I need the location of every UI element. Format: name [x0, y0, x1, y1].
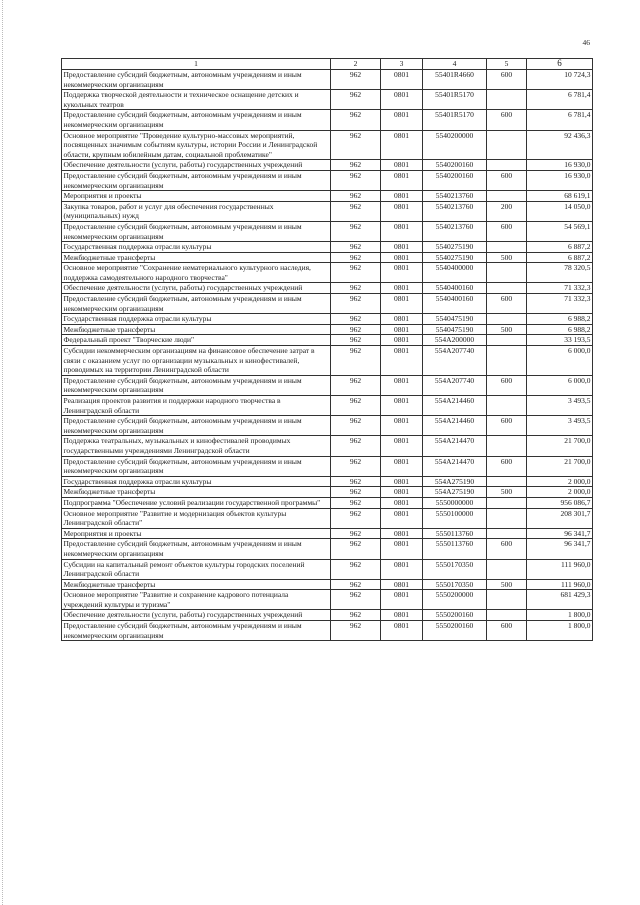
table-row [62, 324, 593, 335]
scan-edge [2, 0, 4, 905]
row-expense-type [487, 497, 527, 508]
row-amount: 2 000,0 [527, 476, 593, 487]
row-ministry-code: 962 [331, 160, 381, 171]
row-expense-type [487, 242, 527, 253]
row-amount: 2 000,0 [527, 487, 593, 498]
table-row [62, 221, 593, 241]
row-expense-type [487, 528, 527, 539]
row-target-article: 5540475190 [423, 314, 487, 325]
row-name: Реализация проектов развития и поддержки народного творчества в Ленинградской области [62, 396, 331, 416]
row-expense-type: 600 [487, 456, 527, 476]
row-amount: 71 332,3 [527, 283, 593, 294]
row-name: Поддержка театральных, музыкальных и кинофестивалей проводимых государственными учреждениями Ленинградской области [62, 436, 331, 456]
row-ministry-code: 962 [331, 335, 381, 346]
row-target-article: 554A200000 [423, 335, 487, 346]
header-col-2: 2 [331, 59, 381, 70]
row-amount: 21 700,0 [527, 436, 593, 456]
row-ministry-code: 962 [331, 90, 381, 110]
row-ministry-code: 962 [331, 610, 381, 621]
row-ministry-code: 962 [331, 559, 381, 579]
row-amount: 6 000,0 [527, 346, 593, 376]
table-row [62, 539, 593, 559]
table-row [62, 528, 593, 539]
row-amount: 3 493,5 [527, 396, 593, 416]
table-row [62, 283, 593, 294]
row-target-article: 554A207740 [423, 375, 487, 395]
row-name: Предоставление субсидий бюджетным, автономным учреждениям и иным некоммерческим организациям [62, 621, 331, 641]
row-amount: 1 800,0 [527, 610, 593, 621]
row-section-code: 0801 [381, 263, 423, 283]
row-ministry-code: 962 [331, 621, 381, 641]
row-name: Предоставление субсидий бюджетным, автономным учреждениям и иным некоммерческим организациям [62, 170, 331, 190]
row-section-code: 0801 [381, 416, 423, 436]
row-target-article: 5550200160 [423, 610, 487, 621]
row-target-article: 554A214460 [423, 416, 487, 436]
row-name: Федеральный проект "Творческие люди" [62, 335, 331, 346]
row-amount: 6 000,0 [527, 375, 593, 395]
row-section-code: 0801 [381, 610, 423, 621]
row-section-code: 0801 [381, 456, 423, 476]
row-ministry-code: 962 [331, 416, 381, 436]
row-target-article: 5550113760 [423, 528, 487, 539]
row-section-code: 0801 [381, 170, 423, 190]
row-section-code: 0801 [381, 539, 423, 559]
row-amount: 68 619,1 [527, 191, 593, 202]
row-name: Закупка товаров, работ и услуг для обеспечения государственных (муниципальных) нужд [62, 201, 331, 221]
row-target-article: 554A214470 [423, 456, 487, 476]
row-expense-type: 600 [487, 539, 527, 559]
row-name: Предоставление субсидий бюджетным, автономным учреждениям и иным некоммерческим организациям [62, 294, 331, 314]
table-row [62, 436, 593, 456]
row-amount: 208 301,7 [527, 508, 593, 528]
row-name: Государственная поддержка отрасли культуры [62, 476, 331, 487]
row-expense-type: 500 [487, 324, 527, 335]
table-row [62, 487, 593, 498]
row-amount: 16 930,0 [527, 160, 593, 171]
table-row [62, 559, 593, 579]
row-expense-type [487, 559, 527, 579]
row-ministry-code: 962 [331, 590, 381, 610]
row-amount: 6 887,2 [527, 242, 593, 253]
row-target-article: 554A214470 [423, 436, 487, 456]
table-row [62, 263, 593, 283]
row-ministry-code: 962 [331, 487, 381, 498]
row-expense-type [487, 396, 527, 416]
header-col-5: 5 [487, 59, 527, 70]
row-section-code: 0801 [381, 559, 423, 579]
row-target-article: 5540275190 [423, 252, 487, 263]
row-amount: 92 436,3 [527, 130, 593, 160]
table-row [62, 314, 593, 325]
row-ministry-code: 962 [331, 375, 381, 395]
row-amount: 21 700,0 [527, 456, 593, 476]
row-section-code: 0801 [381, 621, 423, 641]
row-name: Межбюджетные трансферты [62, 324, 331, 335]
row-target-article: 554A275190 [423, 476, 487, 487]
row-target-article: 5540213760 [423, 221, 487, 241]
table-row [62, 396, 593, 416]
row-amount: 3 493,5 [527, 416, 593, 436]
budget-table [61, 58, 593, 641]
row-target-article: 5550000000 [423, 497, 487, 508]
row-name: Основное мероприятие "Развитие и модернизация объектов культуры Ленинградской области" [62, 508, 331, 528]
header-col-1: 1 [62, 59, 331, 70]
row-name: Предоставление субсидий бюджетным, автономным учреждениям и иным некоммерческим организациям [62, 539, 331, 559]
row-target-article: 5550200000 [423, 590, 487, 610]
row-ministry-code: 962 [331, 436, 381, 456]
row-section-code: 0801 [381, 70, 423, 90]
row-amount: 6 988,2 [527, 314, 593, 325]
row-amount: 14 050,0 [527, 201, 593, 221]
row-amount: 96 341,7 [527, 539, 593, 559]
row-amount: 10 724,3 [527, 70, 593, 90]
row-ministry-code: 962 [331, 579, 381, 590]
row-expense-type: 500 [487, 252, 527, 263]
table-row [62, 476, 593, 487]
row-name: Субсидии на капитальный ремонт объектов культуры городских поселений Ленинградской области [62, 559, 331, 579]
row-amount: 33 193,5 [527, 335, 593, 346]
row-section-code: 0801 [381, 528, 423, 539]
table-row [62, 170, 593, 190]
table-row [62, 70, 593, 90]
row-ministry-code: 962 [331, 191, 381, 202]
row-section-code: 0801 [381, 314, 423, 325]
row-amount: 96 341,7 [527, 528, 593, 539]
table-row [62, 579, 593, 590]
row-expense-type: 600 [487, 375, 527, 395]
row-expense-type: 600 [487, 416, 527, 436]
row-target-article: 5540200160 [423, 160, 487, 171]
table-body [62, 70, 593, 641]
row-name: Государственная поддержка отрасли культуры [62, 314, 331, 325]
row-amount: 54 569,1 [527, 221, 593, 241]
table-row [62, 90, 593, 110]
row-expense-type: 600 [487, 294, 527, 314]
row-expense-type [487, 346, 527, 376]
row-target-article: 5550113760 [423, 539, 487, 559]
row-section-code: 0801 [381, 375, 423, 395]
row-amount: 1 800,0 [527, 621, 593, 641]
table-row [62, 621, 593, 641]
row-expense-type: 600 [487, 70, 527, 90]
row-expense-type [487, 436, 527, 456]
row-name: Основное мероприятие "Развитие и сохранение кадрового потенциала учреждений культуры и туризма" [62, 590, 331, 610]
row-ministry-code: 962 [331, 70, 381, 90]
row-expense-type: 600 [487, 110, 527, 130]
table-row [62, 375, 593, 395]
table-row [62, 508, 593, 528]
row-name: Обеспечение деятельности (услуги, работы) государственных учреждений [62, 283, 331, 294]
row-ministry-code: 962 [331, 263, 381, 283]
table-row [62, 252, 593, 263]
header-col-4: 4 [423, 59, 487, 70]
row-amount: 6 781,4 [527, 110, 593, 130]
row-name: Государственная поддержка отрасли культуры [62, 242, 331, 253]
row-target-article: 5540400000 [423, 263, 487, 283]
row-name: Межбюджетные трансферты [62, 487, 331, 498]
row-expense-type: 500 [487, 579, 527, 590]
row-section-code: 0801 [381, 346, 423, 376]
row-amount: 16 930,0 [527, 170, 593, 190]
table-row [62, 456, 593, 476]
row-name: Межбюджетные трансферты [62, 579, 331, 590]
row-section-code: 0801 [381, 508, 423, 528]
row-name: Предоставление субсидий бюджетным, автономным учреждениям и иным некоммерческим организациям [62, 416, 331, 436]
row-section-code: 0801 [381, 294, 423, 314]
table-row [62, 416, 593, 436]
row-section-code: 0801 [381, 252, 423, 263]
row-expense-type [487, 283, 527, 294]
page-number: 46 [582, 38, 590, 47]
row-name: Поддержка творческой деятельности и техническое оснащение детских и кукольных театров [62, 90, 331, 110]
row-name: Субсидии некоммерческим организациям на финансовое обеспечение затрат в связи с оказанием услуг по организации музыкальных и кинофестивалей, проводимых на территории Ленинградской области [62, 346, 331, 376]
table-row [62, 191, 593, 202]
table-row [62, 160, 593, 171]
row-expense-type [487, 335, 527, 346]
table-header-row [62, 59, 593, 70]
row-name: Предоставление субсидий бюджетным, автономным учреждениям и иным некоммерческим организациям [62, 221, 331, 241]
row-expense-type [487, 160, 527, 171]
row-ministry-code: 962 [331, 221, 381, 241]
row-name: Предоставление субсидий бюджетным, автономным учреждениям и иным некоммерческим организациям [62, 375, 331, 395]
row-target-article: 5550170350 [423, 559, 487, 579]
row-name: Предоставление субсидий бюджетным, автономным учреждениям и иным некоммерческим организациям [62, 456, 331, 476]
row-ministry-code: 962 [331, 130, 381, 160]
row-ministry-code: 962 [331, 314, 381, 325]
row-target-article: 5540400160 [423, 294, 487, 314]
row-name: Предоставление субсидий бюджетным, автономным учреждениям и иным некоммерческим организациям [62, 110, 331, 130]
table-row [62, 497, 593, 508]
row-expense-type [487, 263, 527, 283]
row-target-article: 55401R5170 [423, 110, 487, 130]
row-amount: 6 887,2 [527, 252, 593, 263]
row-section-code: 0801 [381, 160, 423, 171]
row-section-code: 0801 [381, 242, 423, 253]
row-ministry-code: 962 [331, 252, 381, 263]
row-target-article: 55401R4660 [423, 70, 487, 90]
row-ministry-code: 962 [331, 242, 381, 253]
row-section-code: 0801 [381, 283, 423, 294]
table-row [62, 610, 593, 621]
table-row [62, 242, 593, 253]
row-target-article: 5550200160 [423, 621, 487, 641]
row-expense-type: 200 [487, 201, 527, 221]
table-row [62, 130, 593, 160]
row-section-code: 0801 [381, 396, 423, 416]
row-expense-type: 500 [487, 487, 527, 498]
row-section-code: 0801 [381, 110, 423, 130]
row-section-code: 0801 [381, 436, 423, 456]
row-ministry-code: 962 [331, 294, 381, 314]
row-target-article: 55401R5170 [423, 90, 487, 110]
row-name: Мероприятия и проекты [62, 528, 331, 539]
table-row [62, 201, 593, 221]
row-section-code: 0801 [381, 335, 423, 346]
row-target-article: 554A207740 [423, 346, 487, 376]
header-col-6: 6 [527, 59, 593, 70]
row-expense-type: 600 [487, 221, 527, 241]
row-ministry-code: 962 [331, 110, 381, 130]
row-section-code: 0801 [381, 476, 423, 487]
row-expense-type [487, 590, 527, 610]
row-amount: 111 960,0 [527, 559, 593, 579]
row-section-code: 0801 [381, 191, 423, 202]
row-section-code: 0801 [381, 487, 423, 498]
row-section-code: 0801 [381, 221, 423, 241]
row-section-code: 0801 [381, 130, 423, 160]
row-ministry-code: 962 [331, 396, 381, 416]
row-ministry-code: 962 [331, 497, 381, 508]
row-name: Межбюджетные трансферты [62, 252, 331, 263]
row-section-code: 0801 [381, 90, 423, 110]
row-amount: 6 781,4 [527, 90, 593, 110]
header-col-3: 3 [381, 59, 423, 70]
row-ministry-code: 962 [331, 476, 381, 487]
row-name: Обеспечение деятельности (услуги, работы) государственных учреждений [62, 610, 331, 621]
row-target-article: 554A214460 [423, 396, 487, 416]
row-expense-type [487, 610, 527, 621]
row-ministry-code: 962 [331, 508, 381, 528]
table-row [62, 294, 593, 314]
row-section-code: 0801 [381, 324, 423, 335]
row-target-article: 5540200000 [423, 130, 487, 160]
row-ministry-code: 962 [331, 539, 381, 559]
row-name: Предоставление субсидий бюджетным, автономным учреждениям и иным некоммерческим организациям [62, 70, 331, 90]
row-ministry-code: 962 [331, 324, 381, 335]
row-section-code: 0801 [381, 579, 423, 590]
row-expense-type [487, 90, 527, 110]
row-expense-type [487, 314, 527, 325]
row-expense-type: 600 [487, 170, 527, 190]
row-target-article: 5540400160 [423, 283, 487, 294]
row-amount: 71 332,3 [527, 294, 593, 314]
row-target-article: 5540213760 [423, 191, 487, 202]
row-amount: 78 320,5 [527, 263, 593, 283]
row-target-article: 5540213760 [423, 201, 487, 221]
row-target-article: 5540475190 [423, 324, 487, 335]
row-amount: 111 960,0 [527, 579, 593, 590]
row-expense-type [487, 191, 527, 202]
row-name: Подпрограмма "Обеспечение условий реализации государственной программы" [62, 497, 331, 508]
row-section-code: 0801 [381, 201, 423, 221]
row-ministry-code: 962 [331, 283, 381, 294]
row-target-article: 5540200160 [423, 170, 487, 190]
row-section-code: 0801 [381, 497, 423, 508]
row-expense-type [487, 508, 527, 528]
row-target-article: 5540275190 [423, 242, 487, 253]
table-row [62, 335, 593, 346]
row-amount: 6 988,2 [527, 324, 593, 335]
table-row [62, 590, 593, 610]
row-name: Основное мероприятие "Проведение культурно-массовых мероприятий, посвященных значимым событиям культуры, истории России и Ленинградской области, крупным юбилейным датам, социальной проблематике" [62, 130, 331, 160]
row-name: Мероприятия и проекты [62, 191, 331, 202]
row-amount: 956 086,7 [527, 497, 593, 508]
row-ministry-code: 962 [331, 170, 381, 190]
row-ministry-code: 962 [331, 346, 381, 376]
row-target-article: 5550100000 [423, 508, 487, 528]
row-expense-type [487, 476, 527, 487]
row-name: Основное мероприятие "Сохранение нематериального культурного наследия, поддержка самодеятельного народного творчества" [62, 263, 331, 283]
row-amount: 681 429,3 [527, 590, 593, 610]
row-expense-type [487, 130, 527, 160]
row-ministry-code: 962 [331, 528, 381, 539]
row-expense-type: 600 [487, 621, 527, 641]
row-section-code: 0801 [381, 590, 423, 610]
table-row [62, 346, 593, 376]
row-target-article: 5550170350 [423, 579, 487, 590]
row-ministry-code: 962 [331, 201, 381, 221]
row-ministry-code: 962 [331, 456, 381, 476]
row-name: Обеспечение деятельности (услуги, работы) государственных учреждений [62, 160, 331, 171]
table-row [62, 110, 593, 130]
row-target-article: 554A275190 [423, 487, 487, 498]
